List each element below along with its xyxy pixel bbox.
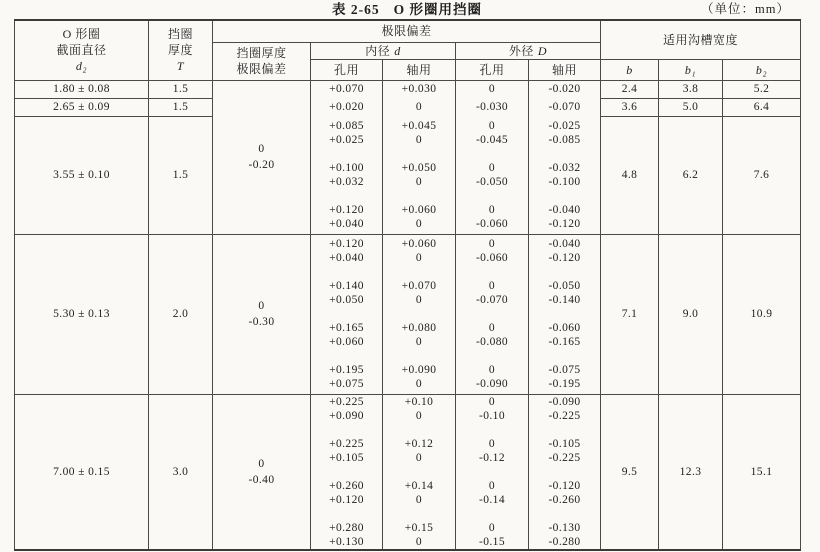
cell-b2: 6.4 xyxy=(723,98,801,116)
cell-outer-D-shaft-stack: -0.090 -0.225 -0.105 -0.225 -0.120 -0.260 -0.130 -0.280 xyxy=(529,394,601,550)
cell-b1: 12.3 xyxy=(659,394,723,550)
cell-thickness: 1.5 xyxy=(149,98,213,116)
cell-b1: 5.0 xyxy=(659,98,723,116)
table-title: O 形圈用挡圈 xyxy=(393,2,482,17)
group-header-groove-width: 适用沟槽宽度 xyxy=(601,20,801,59)
col-header-d2-label: O 形圈 截面直径 xyxy=(56,27,107,58)
cell-thickness-deviation-t20: 0 -0.30 xyxy=(213,234,311,394)
table-row-d2-3-55 xyxy=(15,116,801,234)
cell-inner-d-shaft-stack: +0.10 0 +0.12 0 +0.14 0 +0.15 0 xyxy=(383,394,456,550)
cell-outer-D-hole-stack: 0 -0.060 0 -0.070 0 -0.080 0 -0.090 xyxy=(456,234,529,394)
col-header-outer-shaft-use: 轴用 xyxy=(529,59,601,80)
table-caption-row xyxy=(14,0,800,19)
cell-outer-D-shaft-stack: -0.025 -0.085 -0.032 -0.100 -0.040 -0.120 xyxy=(529,116,601,234)
table-row-d2-2-65 xyxy=(15,98,801,116)
group-header-inner-diameter xyxy=(311,42,456,59)
outer-diameter-var: D xyxy=(537,43,548,58)
header-row-1 xyxy=(15,20,801,42)
cell-b: 3.6 xyxy=(601,98,659,116)
cell-thickness: 1.5 xyxy=(149,80,213,98)
cell-b2: 15.1 xyxy=(723,394,801,550)
table-caption xyxy=(14,0,800,19)
col-header-thickness-label: 挡圈 厚度 xyxy=(167,27,193,58)
cell-b: 4.8 xyxy=(601,116,659,234)
col-header-b2: b₂ xyxy=(723,59,801,80)
unit-label: （单位：mm） xyxy=(701,2,790,16)
cell-d2: 5.30 ± 0.13 xyxy=(15,234,149,394)
col-header-thickness xyxy=(149,20,213,80)
cell-outer-D-shaft: -0.070 xyxy=(529,98,601,116)
cell-thickness-deviation-t30: 0 -0.40 xyxy=(213,394,311,550)
cell-b: 9.5 xyxy=(601,394,659,550)
cell-outer-D-hole-stack: 0 -0.045 0 -0.050 0 -0.060 xyxy=(456,116,529,234)
group-header-outer-diameter xyxy=(456,42,601,59)
cell-d2: 3.55 ± 0.10 xyxy=(15,116,149,234)
cell-thickness-deviation-t15: 0 -0.20 xyxy=(213,80,311,234)
cell-b1: 3.8 xyxy=(659,80,723,98)
cell-d2: 7.00 ± 0.15 xyxy=(15,394,149,550)
col-header-b1: b₁ xyxy=(659,59,723,80)
cell-inner-d-shaft-stack: +0.045 0 +0.050 0 +0.060 0 xyxy=(383,116,456,234)
col-header-outer-hole-use: 孔用 xyxy=(456,59,529,80)
table-row-d2-7-00 xyxy=(15,394,801,550)
col-header-ring-thickness-deviation: 挡圈厚度 极限偏差 xyxy=(213,42,311,80)
cell-b2: 10.9 xyxy=(723,234,801,394)
inner-diameter-label: 内径 xyxy=(365,43,391,58)
outer-diameter-label: 外径 xyxy=(508,43,534,58)
inner-diameter-var: d xyxy=(394,43,401,58)
cell-thickness: 2.0 xyxy=(149,234,213,394)
cell-outer-D-shaft-stack: -0.040 -0.120 -0.050 -0.140 -0.060 -0.165 -0.075 -0.195 xyxy=(529,234,601,394)
col-header-inner-shaft-use: 轴用 xyxy=(383,59,456,80)
cell-inner-d-hole-stack: +0.085 +0.025 +0.100 +0.032 +0.120 +0.040 xyxy=(311,116,383,234)
table-row-d2-1-80 xyxy=(15,80,801,98)
cell-inner-d-shaft-stack: +0.060 0 +0.070 0 +0.080 0 +0.090 0 xyxy=(383,234,456,394)
cell-b2: 5.2 xyxy=(723,80,801,98)
cell-outer-D-hole-stack: 0 -0.10 0 -0.12 0 -0.14 0 -0.15 xyxy=(456,394,529,550)
cell-inner-d-hole-stack: +0.225 +0.090 +0.225 +0.105 +0.260 +0.120 +0.280 +0.130 xyxy=(311,394,383,550)
col-header-d2-var: d₂ xyxy=(75,59,88,74)
table-row-d2-5-30 xyxy=(15,234,801,394)
o-ring-retainer-table xyxy=(14,19,801,551)
cell-outer-D-hole: 0 xyxy=(456,80,529,98)
col-header-inner-hole-use: 孔用 xyxy=(311,59,383,80)
cell-thickness: 3.0 xyxy=(149,394,213,550)
cell-b: 2.4 xyxy=(601,80,659,98)
cell-b1: 9.0 xyxy=(659,234,723,394)
cell-inner-d-shaft: +0.030 xyxy=(383,80,456,98)
cell-d2: 1.80 ± 0.08 xyxy=(15,80,149,98)
cell-b: 7.1 xyxy=(601,234,659,394)
group-header-limit-deviation: 极限偏差 xyxy=(213,20,601,42)
cell-d2: 2.65 ± 0.09 xyxy=(15,98,149,116)
cell-inner-d-hole-stack: +0.120 +0.040 +0.140 +0.050 +0.165 +0.060 +0.195 +0.075 xyxy=(311,234,383,394)
cell-b1: 6.2 xyxy=(659,116,723,234)
col-header-b: b xyxy=(601,59,659,80)
cell-inner-d-hole: +0.070 xyxy=(311,80,383,98)
table-number: 表 2-65 xyxy=(331,2,380,17)
cell-b2: 7.6 xyxy=(723,116,801,234)
cell-outer-D-shaft: -0.020 xyxy=(529,80,601,98)
cell-inner-d-shaft: 0 xyxy=(383,98,456,116)
cell-outer-D-hole: -0.030 xyxy=(456,98,529,116)
col-header-thickness-var: T xyxy=(176,59,185,74)
cell-thickness: 1.5 xyxy=(149,116,213,234)
cell-inner-d-hole: +0.020 xyxy=(311,98,383,116)
col-header-d2 xyxy=(15,20,149,80)
